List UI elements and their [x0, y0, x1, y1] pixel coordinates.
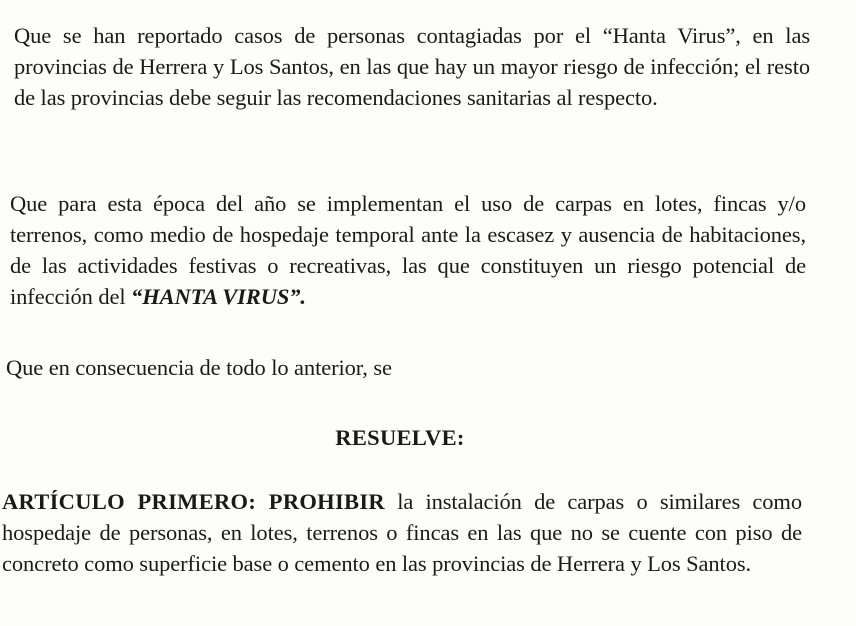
- paragraph-tents-usage: [10, 188, 806, 312]
- paragraph-tents-text: Que para esta época del año se implementan el uso de carpas en lotes, fincas y/o terrenos, como medio de hospedaje temporal ante la escasez y ausencia de habitaciones, de las actividades festivas o recreativas, las que constituyen un riesgo potencial de infección del: [10, 191, 806, 309]
- article-text: la instalación de carpas o similares como hospedaje de personas, en lotes, terrenos o fincas en las que no se cuente con piso de concreto como superficie base o cemento en las provincias de Herrera y Los Santos.: [2, 489, 802, 576]
- article-first: [2, 486, 802, 579]
- hanta-virus-emphasis: “HANTA VIRUS”.: [131, 284, 306, 309]
- resolution-heading: RESUELVE:: [335, 425, 465, 450]
- article-label: ARTÍCULO PRIMERO: PROHIBIR: [2, 489, 385, 514]
- paragraph-consequence: Que en consecuencia de todo lo anterior, se: [6, 355, 392, 380]
- paragraph-hanta-cases: Que se han reportado casos de personas contagiadas por el “Hanta Virus”, en las provincias de Herrera y Los Santos, en las que hay un mayor riesgo de infección; el resto de las provincias debe seguir las recomendaciones sanitarias al respecto.: [14, 23, 810, 110]
